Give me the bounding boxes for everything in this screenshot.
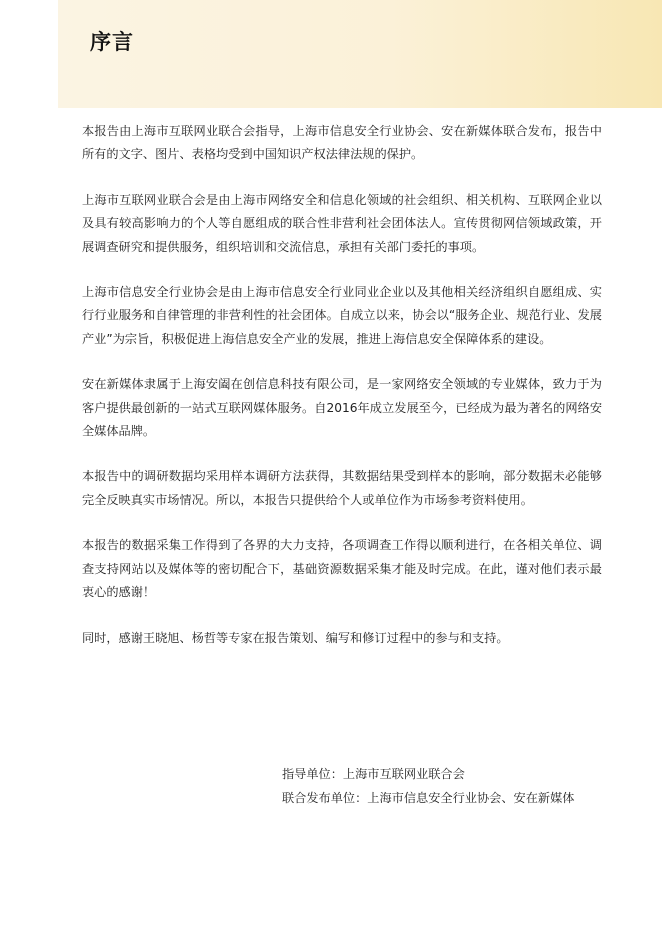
signature-block xyxy=(282,762,612,810)
paragraph-acknowledgement: 本报告的数据采集工作得到了各界的大力支持，各项调查工作得以顺利进行，在各相关单位、调查支持网站以及媒体等的密切配合下，基础资源数据采集才能及时完成。在此，谨对他们表示最衷心的感谢！ xyxy=(82,538,602,600)
header-band xyxy=(58,0,662,108)
page-title: 序言 xyxy=(90,30,134,54)
paragraph-expert-thanks: 同时，感谢王晓旭、杨哲等专家在报告策划、编写和修订过程中的参与和支持。 xyxy=(82,630,509,645)
publisher-unit: 联合发布单位：上海市信息安全行业协会、安在新媒体 xyxy=(282,791,575,805)
paragraph-intro: 本报告由上海市互联网业联合会指导，上海市信息安全行业协会、安在新媒体联合发布，报告中所有的文字、图片、表格均受到中国知识产权法律法规的保护。 xyxy=(82,124,602,162)
paragraph-data-disclaimer: 本报告中的调研数据均采用样本调研方法获得，其数据结果受到样本的影响，部分数据未必能够完全反映真实市场情况。所以，本报告只提供给个人或单位作为市场参考资料使用。 xyxy=(82,469,602,507)
paragraph-internet-federation: 上海市互联网业联合会是由上海市网络安全和信息化领域的社会组织、相关机构、互联网企业以及具有较高影响力的个人等自愿组成的联合性非营利社会团体法人。宣传贯彻网信领域政策，开展调查研究和提供服务，组织培训和交流信息，承担有关部门委托的事项。 xyxy=(82,192,602,254)
paragraph-infosec-association: 上海市信息安全行业协会是由上海市信息安全行业同业企业以及其他相关经济组织自愿组成、实行行业服务和自律管理的非营利性的社会团体。自成立以来，协会以“服务企业、规范行业、发展产业”为宗旨，积极促进上海信息安全产业的发展，推进上海信息安全保障体系的建设。 xyxy=(82,285,602,346)
preface-body xyxy=(82,120,602,672)
paragraph-anzai-media: 安在新媒体隶属于上海安阖在创信息科技有限公司，是一家网络安全领域的专业媒体，致力于为客户提供最创新的一站式互联网媒体服务。自2016年成立发展至今，已经成为最为著名的网络安全媒体品牌。 xyxy=(82,377,602,439)
guide-unit: 指导单位：上海市互联网业联合会 xyxy=(282,767,465,781)
